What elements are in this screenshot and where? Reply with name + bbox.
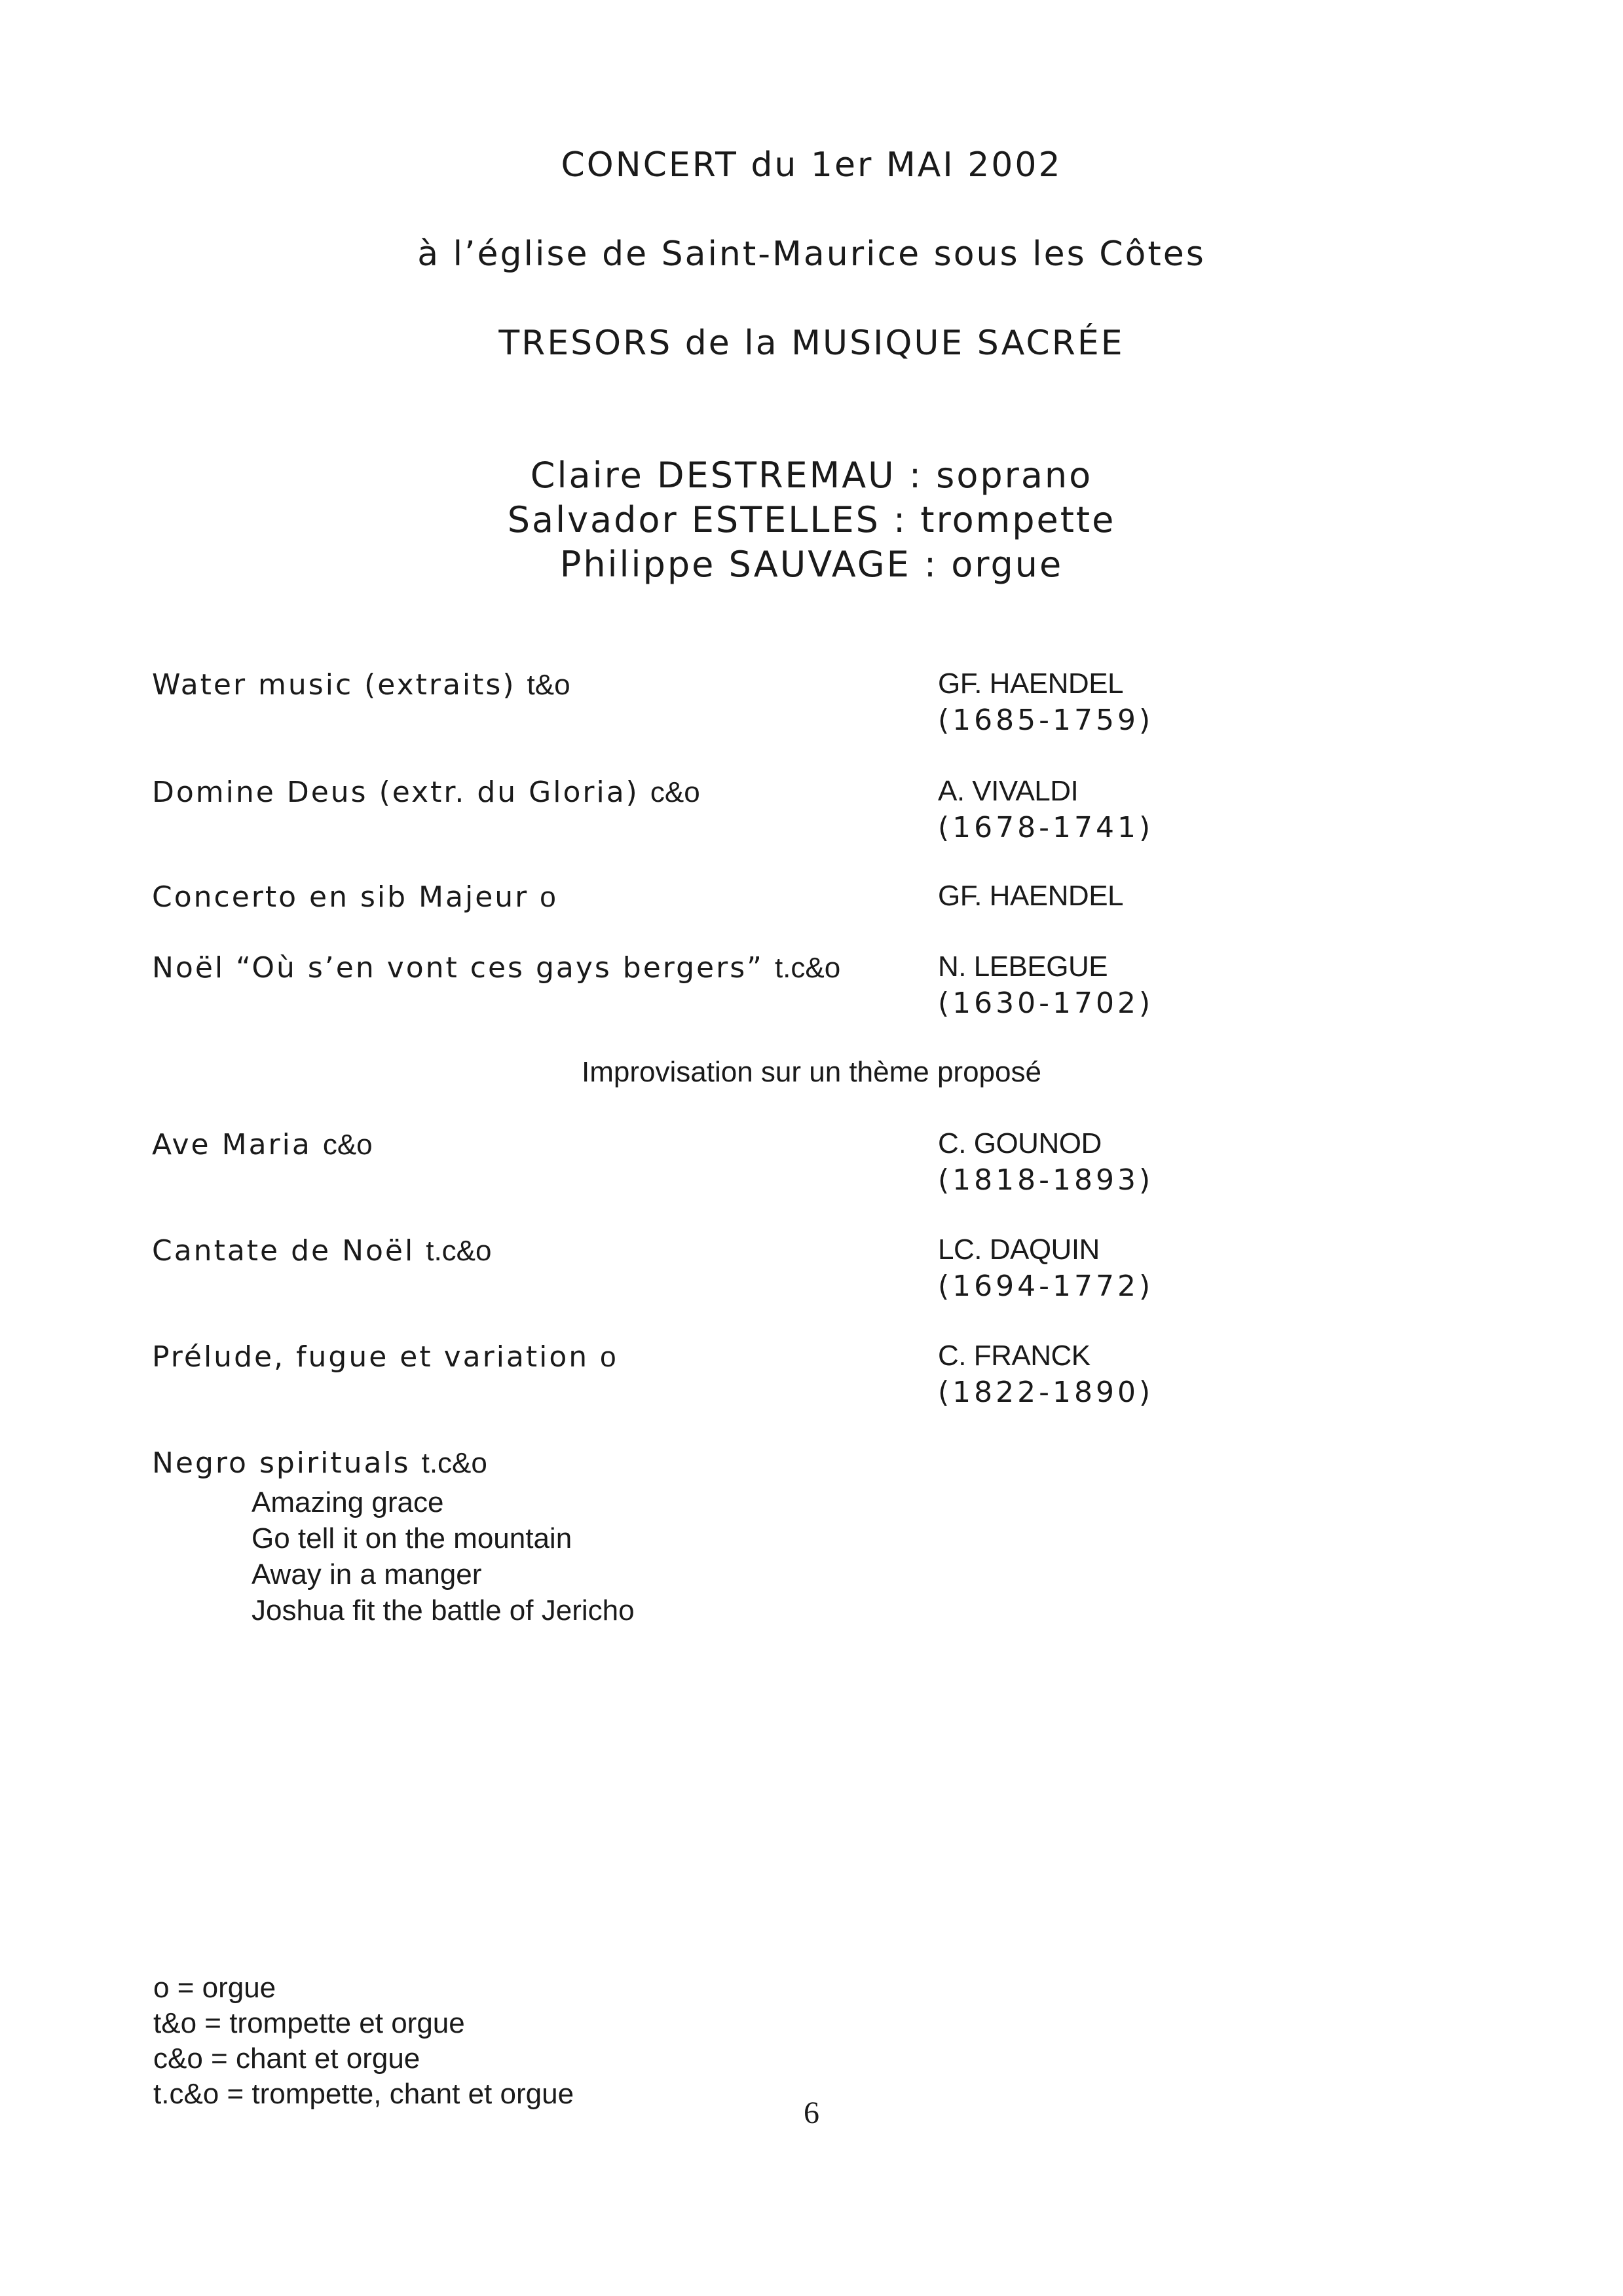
composer-dates: (1694-1772) [938, 1270, 1154, 1303]
composer-name: C. GOUNOD [938, 1127, 1102, 1159]
work-title: Water music (extraits) t&o [152, 668, 570, 702]
work-title: Ave Maria c&o [152, 1128, 373, 1161]
work-title: Domine Deus (extr. du Gloria) c&o [152, 776, 700, 809]
composer-name: GF. HAENDEL [938, 668, 1124, 700]
work-title: Cantate de Noël t.c&o [152, 1234, 492, 1268]
composer-name: LC. DAQUIN [938, 1233, 1100, 1266]
instrument-code: c&o [650, 776, 700, 808]
venue-line: à l’église de Saint-Maurice sous les Côtes [417, 235, 1206, 274]
composer-entry [938, 1232, 1153, 1305]
work-title: Noël “Où s’en vont ces gays bergers” t.c&o [152, 951, 841, 985]
legend-item: t&o = trompette et orgue [153, 2007, 465, 2039]
legend-item: o = orgue [153, 1972, 276, 2004]
performer-organ: Philippe SAUVAGE : orgue [559, 544, 1064, 585]
instrument-code: o [600, 1341, 616, 1373]
improvisation-line: Improvisation sur un thème proposé [582, 1056, 1041, 1088]
abbreviation-legend [153, 1970, 574, 2112]
instrument-code: o [540, 881, 556, 913]
instrument-code: c&o [322, 1129, 373, 1161]
composer-entry [938, 773, 1153, 846]
composer-name: N. LEBEGUE [938, 950, 1108, 983]
instrument-code: t&o [527, 669, 570, 701]
instrument-code: t.c&o [426, 1235, 492, 1267]
legend-item: t.c&o = trompette, chant et orgue [153, 2078, 574, 2110]
composer-dates: (1818-1893) [938, 1163, 1154, 1197]
list-item: Joshua fit the battle of Jericho [252, 1594, 635, 1627]
legend-item: c&o = chant et orgue [153, 2042, 420, 2075]
concert-title: CONCERT du 1er MAI 2002 [561, 145, 1062, 185]
composer-dates: (1678-1741) [938, 811, 1154, 844]
composer-entry [938, 1125, 1153, 1199]
composer-entry [938, 878, 1123, 914]
list-item: Go tell it on the mountain [252, 1522, 572, 1554]
list-item: Away in a manger [252, 1558, 482, 1590]
composer-name: GF. HAENDEL [938, 880, 1124, 912]
composer-entry [938, 666, 1153, 739]
spirituals-list [252, 1484, 635, 1628]
composer-dates: (1822-1890) [938, 1376, 1154, 1409]
performer-trumpet: Salvador ESTELLES : trompette [507, 499, 1116, 540]
composer-entry [938, 949, 1153, 1022]
composer-dates: (1685-1759) [938, 704, 1154, 737]
work-title: Concerto en sib Majeur o [152, 880, 556, 914]
work-title: Negro spirituals t.c&o [152, 1446, 487, 1480]
page-number: 6 [804, 2096, 819, 2130]
composer-name: C. FRANCK [938, 1340, 1091, 1372]
performer-soprano: Claire DESTREMAU : soprano [530, 455, 1093, 496]
concert-theme: TRESORS de la MUSIQUE SACRÉE [498, 324, 1125, 363]
instrument-code: t.c&o [774, 952, 841, 984]
instrument-code: t.c&o [421, 1447, 487, 1479]
composer-entry [938, 1338, 1153, 1411]
work-title: Prélude, fugue et variation o [152, 1340, 616, 1374]
composer-dates: (1630-1702) [938, 987, 1154, 1020]
composer-name: A. VIVALDI [938, 775, 1079, 807]
list-item: Amazing grace [252, 1486, 444, 1518]
